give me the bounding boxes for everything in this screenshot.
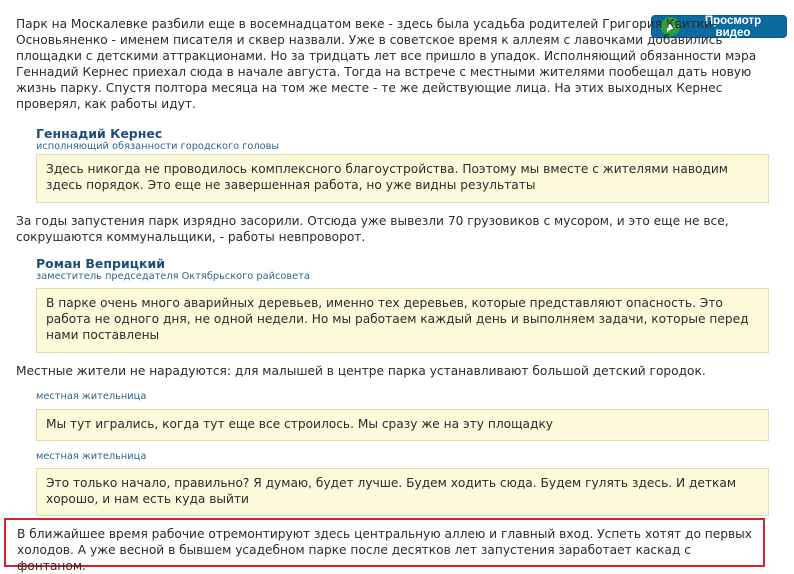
quote-box: Это только начало, правильно? Я думаю, будет лучше. Будем ходить сюда. Будем гулять здесь. И деткам хорошо, и нам есть куда выйти	[36, 468, 769, 516]
article-paragraph: Местные жители не нарадуются: для малышей в центре парка устанавливают большой детский городок.	[16, 364, 706, 378]
speaker-role: местная жительница	[36, 451, 147, 462]
article-intro: Парк на Москалевке разбили еще в восемнадцатом веке - здесь была усадьба родителей Григория Квитки-Основьяненко - именем писателя и сквер назвали. Уже в советское время к аллеям с лавочками добавились площадки с детскими аттракционами. Но за тридцать лет все пришло в упадок. Исполняющий обязанности мэра Геннадий Кернес приехал сюда в начале августа. Тогда на встрече с местными жителями пообещал дать новую жизнь парку. Спустя полтора месяца на том же месте - те же действующие лица. На этих выходных Кернес проверял, как работы идут.	[16, 17, 757, 111]
highlighted-closing-paragraph: В ближайшее время рабочие отремонтируют здесь центральную аллею и главный вход. Успеть хотят до первых холодов. А уже весной в бывшем усадебном парке после десятков лет запустения заработает каскад с фонтаном.	[4, 518, 765, 567]
speaker-name: Роман Веприцкий	[36, 256, 166, 271]
speaker-resident	[36, 391, 146, 402]
speaker-name: Геннадий Кернес	[36, 126, 163, 141]
speaker-kernes	[36, 127, 279, 152]
article-paragraph: За годы запустения парк изрядно засорили. Отсюда уже вывезли 70 грузовиков с мусором, и это еще не все, сокрушаются коммунальщики, - работы невпроворот.	[16, 214, 729, 244]
speaker-vepritsky	[36, 257, 310, 282]
speaker-role: заместитель председателя Октябрьского райсовета	[36, 271, 310, 282]
quote-box: В парке очень много аварийных деревьев, именно тех деревьев, которые представляют опасность. Это работа не одного дня, не одной недели. Но мы работаем каждый день и выполняем задачи, которые перед нами поставлены	[36, 288, 769, 353]
speaker-resident	[36, 451, 146, 462]
quote-box: Мы тут игрались, когда тут еще все строилось. Мы сразу же на эту площадку	[36, 409, 769, 441]
speaker-role: исполняющий обязанности городского головы	[36, 141, 280, 152]
speaker-role: местная жительница	[36, 391, 147, 402]
quote-box: Здесь никогда не проводилось комплексного благоустройства. Поэтому мы вместе с жителями наводим здесь порядок. Это еще не завершенная работа, но уже видны результаты	[36, 154, 769, 203]
watch-video-label: Просмотр видео	[704, 14, 762, 39]
